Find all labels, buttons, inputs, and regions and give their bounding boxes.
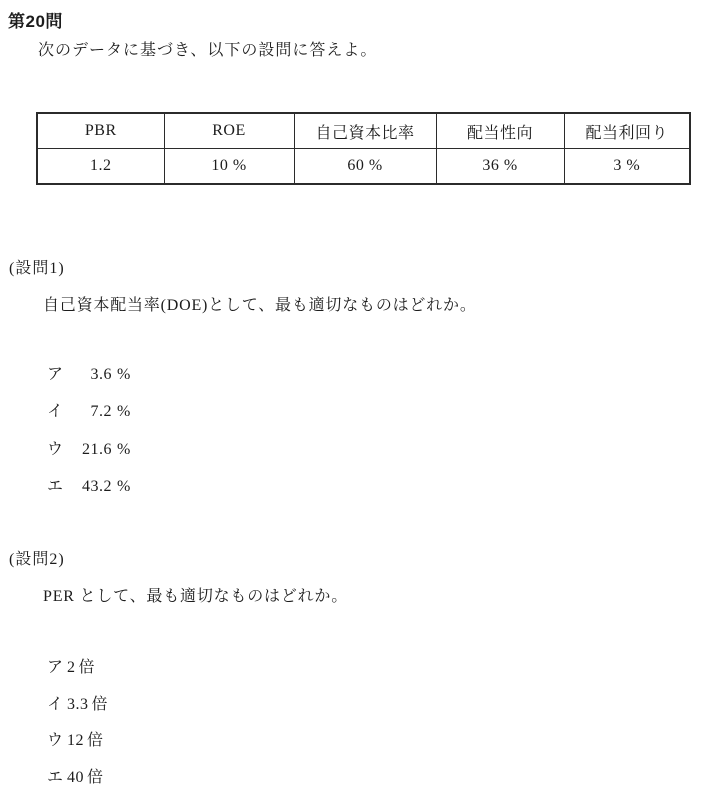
question2-option-a <box>47 650 108 687</box>
option-key: ウ <box>47 732 64 749</box>
question2-label: (設問2) <box>9 551 65 568</box>
option-value: 3.3 <box>67 695 89 713</box>
question2-prompt: PER として、最も適切なものはどれか。 <box>43 588 349 605</box>
question1-option-u <box>47 431 130 468</box>
option-value: 12 <box>67 732 84 749</box>
option-value: 3.6 <box>90 366 112 383</box>
option-key: エ <box>47 768 64 786</box>
question1-option-i <box>47 393 130 430</box>
question2-option-i <box>47 687 108 724</box>
option-key: イ <box>47 403 64 421</box>
option-unit: 倍 <box>78 659 95 676</box>
financial-data-table <box>36 112 691 185</box>
option-unit: % <box>117 478 131 496</box>
option-unit: 倍 <box>87 732 104 749</box>
table-header-pbr: PBR <box>37 113 164 149</box>
question2-option-e <box>47 760 108 794</box>
table-header-equity-ratio: 自己資本比率 <box>294 113 436 149</box>
option-key: イ <box>47 695 64 713</box>
option-unit: % <box>117 440 131 458</box>
table-header-roe: ROE <box>164 113 294 149</box>
option-key: ア <box>47 366 64 383</box>
table-value-row <box>37 149 690 185</box>
question1-option-a <box>47 356 130 393</box>
table-value-dividend-yield: 3 % <box>564 149 690 185</box>
question1-label: (設問1) <box>9 260 65 277</box>
option-value: 40 <box>67 768 84 786</box>
table-value-payout-ratio: 36 % <box>436 149 564 185</box>
option-unit: % <box>117 366 131 383</box>
table-header-row <box>37 113 690 149</box>
question2-options <box>47 650 108 794</box>
option-value: 7.2 <box>90 403 112 421</box>
option-key: ア <box>47 659 64 676</box>
option-unit: % <box>117 403 131 421</box>
option-value: 2 <box>67 659 76 676</box>
option-unit: 倍 <box>87 768 104 786</box>
option-key: ウ <box>47 440 64 458</box>
option-unit: 倍 <box>91 695 108 713</box>
option-value: 21.6 <box>82 440 112 458</box>
question1-options <box>47 356 130 506</box>
table-header-payout-ratio: 配当性向 <box>436 113 564 149</box>
option-key: エ <box>47 478 64 496</box>
table-header-dividend-yield: 配当利回り <box>564 113 690 149</box>
table-value-pbr: 1.2 <box>37 149 164 185</box>
option-value: 43.2 <box>82 478 112 496</box>
question-number-title: 第20問 <box>8 12 63 31</box>
intro-text: 次のデータに基づき、以下の設問に答えよ。 <box>38 42 378 59</box>
question1-prompt: 自己資本配当率(DOE)として、最も適切なものはどれか。 <box>43 297 477 314</box>
question1-option-e <box>47 468 130 505</box>
question2-option-u <box>47 723 108 760</box>
table-value-roe: 10 % <box>164 149 294 185</box>
table-value-equity-ratio: 60 % <box>294 149 436 185</box>
